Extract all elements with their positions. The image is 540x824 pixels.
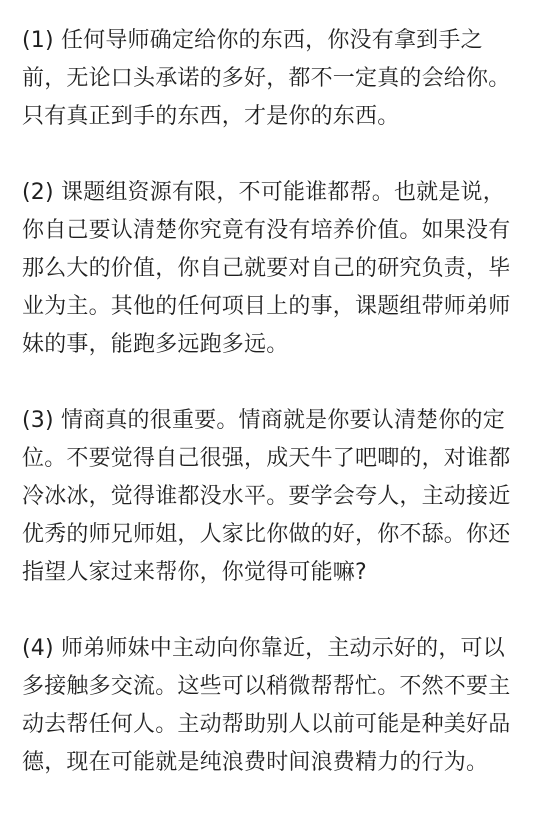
paragraph-2: (2) 课题组资源有限，不可能谁都帮。也就是说，你自己要认清楚你究竟有没有培养价值。如果没有那么大的价值，你自己就要对自己的研究负责，毕业为主。其他的任何项目上的事，课题组带师弟师妹的事，能跑多远跑多远。 xyxy=(22,180,511,357)
paragraph-3: (3) 情商真的很重要。情商就是你要认清楚你的定位。不要觉得自己很强，成天牛了吧唧的，对谁都冷冰冰，觉得谁都没水平。要学会夸人，主动接近优秀的师兄师姐，人家比你做的好，你不舔。你还指望人家过来帮你，你觉得可能嘛? xyxy=(22,408,511,585)
paragraph-4: (4) 师弟师妹中主动向你靠近，主动示好的，可以多接触多交流。这些可以稍微帮帮忙。不然不要主动去帮任何人。主动帮助别人以前可能是种美好品德，现在可能就是纯浪费时间浪费精力的行为。 xyxy=(22,636,511,775)
paragraph-1: (1) 任何导师确定给你的东西，你没有拿到手之前，无论口头承诺的多好，都不一定真的会给你。只有真正到手的东西，才是你的东西。 xyxy=(22,28,511,129)
